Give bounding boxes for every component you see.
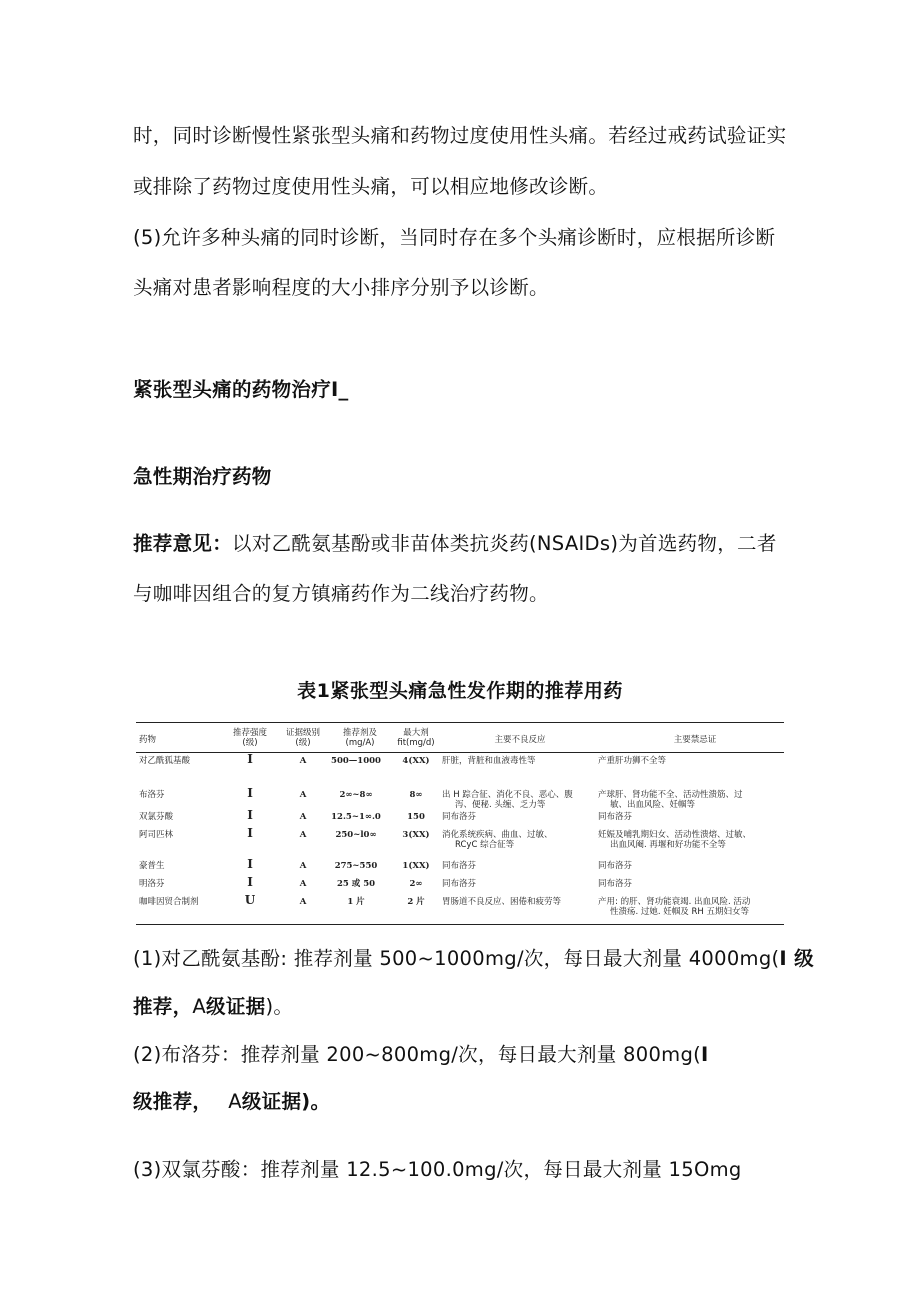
paragraph-line: (5)允许多种头痛的同时诊断，当同时存在多个头痛诊断时，应根据所诊断 [133,226,776,249]
cell-adverse: 同布洛芬 [442,812,477,822]
item-2-line-2 [133,1088,793,1116]
header-strength-l2: (级) [242,738,258,748]
cell-adverse: 消化系统疾病、曲血、过敏、 [442,830,553,840]
cell-adverse: 胃肠道不良反应、困倦和疲劳等 [442,897,562,907]
recommendation-line: 与咖啡因组合的复方镇痛药作为二线治疗药物。 [133,582,549,605]
item-1-text: (1)对乙酰氨基酚: 推荐剂量 500~1000mg/次，每日最大剂量 4000mg( [133,947,780,970]
header-max-l1: 最大剂 [403,728,429,738]
header-evidence [278,728,328,748]
item-1-evidence: 级证据 [206,995,266,1018]
cell-evidence: A [299,812,307,822]
cell-contra: 产重肝功狮不全等 [598,756,667,766]
cell-drug: 布洛芬 [139,790,165,800]
item-1-end: )。 [265,995,294,1018]
item-2-end: )。 [301,1090,331,1113]
cell-max: 4(XX) [402,756,430,766]
header-contra: 主要禁忌证 [673,735,717,745]
cell-dose: 500—1000 [331,756,381,766]
cell-contra: 产用: 的肝、肾功能衰竭. 出血风险. 活动 [598,897,751,907]
cell-drug: 双氯芬酸 [139,812,174,822]
item-3-line-1: (3)双氯芬酸：推荐剂量 12.5~100.0mg/次，每日最大剂量 15Omg [133,1158,742,1181]
item-1-recommend: 推荐， [133,995,193,1018]
header-dose-l2: (mg/A) [345,738,375,748]
paragraph-line: 时，同时诊断慢性紧张型头痛和药物过度使用性头痛。若经过戒药试验证实 [133,124,787,147]
item-2-text: (2)布洛芬：推荐剂量 200~800mg/次，每日最大剂量 800mg( [133,1043,702,1066]
cell-max: 150 [407,812,425,822]
cell-drug: 阿司匹林 [139,830,174,840]
cell-dose: 25 或 50 [336,879,376,889]
cell-contra: 性溃疡. 过她. 妊帼及 RH 五期妇女等 [610,907,750,917]
header-adverse: 主要不良反应 [494,735,546,745]
cell-drug: 明洛芬 [139,879,165,889]
item-1-evidence-letter: A [192,995,207,1018]
table-top-rule [136,722,784,723]
cell-dose: 275~550 [334,861,378,871]
cell-adverse: 同布洛芬 [442,861,477,871]
cell-evidence: A [299,830,307,840]
header-evidence-l2: (级) [295,738,311,748]
paragraph-line: 或排除了药物过度使用性头痛，可以相应地修改诊断。 [133,175,609,198]
header-strength-l1: 推荐强度 [232,728,267,738]
subsection-heading: 急性期治疗药物 [133,465,272,488]
paragraph-line: 头痛对患者影响程度的大小排序分别予以诊断。 [133,276,549,299]
cell-contra: 同布洛芬 [598,861,633,871]
item-1-line-1 [133,945,814,973]
header-dose [330,728,390,748]
cell-strength: I [247,752,253,766]
cell-adverse: 同布洛芬 [442,879,477,889]
cell-evidence: A [299,879,307,889]
header-strength [225,728,275,748]
cell-contra: 妊娠及哺乳期妇女、活动性溃熔、过敏、 [598,830,752,840]
header-evidence-l1: 证据级别 [285,728,320,738]
item-1-line-2 [133,993,793,1021]
cell-dose: 12.5~1∞.0 [331,812,381,822]
recommendation-line [133,530,793,558]
cell-drug: 咖啡因贸合制剂 [139,897,199,907]
cell-evidence: A [299,861,307,871]
cell-strength: U [244,893,256,907]
header-max-l2: fit(mg/d) [397,738,435,748]
cell-max: 3(XX) [402,830,430,840]
cell-contra: 产球肝、肾功能不全、活动性溃筋、过 [598,790,743,800]
table-bottom-rule [136,924,784,925]
recommendation-label: 推荐意见： [133,532,233,555]
cell-drug: 对乙酰狐基酸 [139,756,191,766]
cell-contra: 同布洛芬 [598,879,633,889]
cell-adverse: 出 H 踪合征、消化不良、恶心、腹 [442,790,573,800]
cell-max: 8∞ [409,790,423,800]
item-2-recommend: 级推荐， [133,1090,213,1113]
table-header-rule [136,752,784,753]
cell-strength: I [247,786,253,800]
section-heading: 紧张型头痛的药物治疗I_ [133,378,349,401]
cell-contra: 敏、出血风险、妊帼等 [610,800,696,810]
item-2-line-1 [133,1041,793,1069]
cell-evidence: A [299,897,307,907]
item-1-grade: I 级 [779,947,814,970]
cell-dose: 2∞~8∞ [339,790,373,800]
cell-adverse: 泻、便秘. 头缠、乏力等 [455,800,546,810]
cell-adverse: 肝脏，背脏和血液毒性等 [442,756,536,766]
cell-max: 1(XX) [402,861,430,871]
recommendation-text: 以对乙酰氨基酚或非苗体类抗炎药(NSAIDs)为首选药物，二者 [232,532,777,555]
cell-strength: I [247,875,253,889]
cell-max: 2∞ [409,879,423,889]
header-dose-l1: 推荐剂及 [342,728,377,738]
cell-drug: 豪普生 [139,861,165,871]
cell-evidence: A [299,756,307,766]
cell-contra: 同布洛芬 [598,812,633,822]
table-title: 表1紧张型头痛急性发作期的推荐用药 [297,680,623,702]
cell-evidence: A [299,790,307,800]
cell-max: 2 片 [407,897,425,907]
cell-contra: 出血风阉. 再堰和好功能不全等 [610,840,726,850]
cell-strength: I [247,826,253,840]
cell-strength: I [247,808,253,822]
cell-dose: 1 片 [347,897,365,907]
header-max [390,728,442,748]
cell-dose: 250~l0∞ [335,830,377,840]
cell-strength: I [247,857,253,871]
cell-adverse: RCyC 综合征等 [455,840,515,850]
item-2-grade: I [701,1043,709,1066]
header-drug: 药物 [139,735,157,745]
item-2-evidence: 级证据 [241,1090,302,1113]
item-2-evidence-letter: A [228,1090,242,1113]
